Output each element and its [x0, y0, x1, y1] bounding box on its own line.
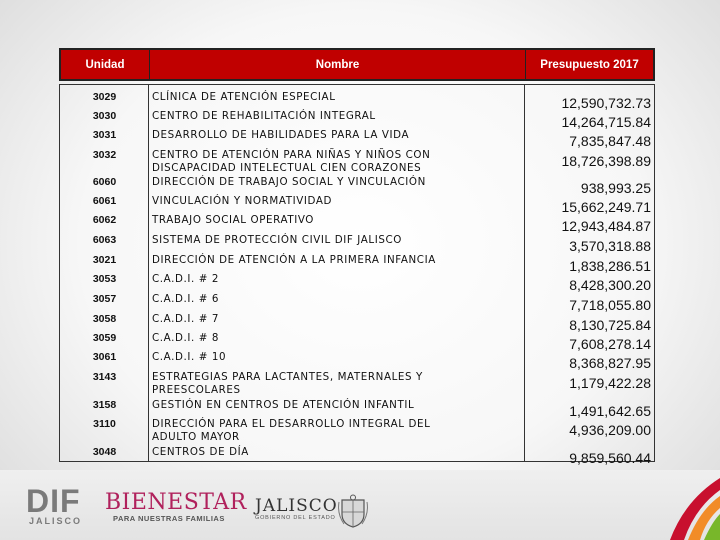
unit-name — [152, 313, 522, 326]
unit-name — [152, 446, 522, 459]
budget-amount: 7,608,278.14 — [569, 336, 651, 352]
column-divider — [524, 85, 525, 461]
unit-name-line: DISCAPACIDAD INTELECTUAL CIEN CORAZONES — [152, 162, 422, 174]
budget-amount: 15,662,249.71 — [561, 199, 651, 215]
budget-amount: 9,859,560.44 — [569, 450, 651, 466]
unit-name — [152, 418, 522, 444]
dif-jalisco-logo — [26, 483, 83, 526]
unit-name — [152, 176, 522, 189]
unit-code: 6060 — [92, 176, 117, 188]
unit-code: 3158 — [92, 399, 117, 411]
unit-name — [152, 91, 522, 104]
unit-name — [152, 234, 522, 247]
jalisco-logo-subtext: GOBIERNO DEL ESTADO — [255, 515, 336, 521]
table-body — [59, 84, 655, 466]
unit-name-line: ADULTO MAYOR — [152, 431, 240, 443]
budget-table — [59, 48, 655, 466]
unit-name — [152, 214, 522, 227]
budget-amount: 938,993.25 — [580, 180, 651, 196]
bienestar-logo — [105, 492, 247, 523]
unit-name-line: TRABAJO SOCIAL OPERATIVO — [152, 214, 315, 226]
unit-name-line: C.A.D.I. # 2 — [152, 273, 220, 285]
unit-code: 3061 — [92, 351, 117, 363]
unit-name-line: DIRECCIÓN PARA EL DESARROLLO INTEGRAL DEL — [152, 418, 431, 430]
unit-name-line: ESTRATEGIAS PARA LACTANTES, MATERNALES Y — [152, 371, 423, 383]
unit-name-line: CENTRO DE REHABILITACIÓN INTEGRAL — [152, 110, 376, 122]
unit-code: 3059 — [92, 332, 117, 344]
unit-name — [152, 293, 522, 306]
unit-name-line: DIRECCIÓN DE TRABAJO SOCIAL Y VINCULACIÓN — [152, 176, 426, 188]
budget-amount: 18,726,398.89 — [561, 153, 651, 169]
unit-name-line: CLÍNICA DE ATENCIÓN ESPECIAL — [152, 91, 336, 103]
budget-amount: 1,179,422.28 — [569, 375, 651, 391]
unit-code: 3031 — [92, 129, 117, 141]
unit-code: 3030 — [92, 110, 117, 122]
unit-name-line: CENTROS DE DÍA — [152, 446, 249, 458]
budget-amount: 8,368,827.95 — [569, 355, 651, 371]
budget-amount: 4,936,209.00 — [569, 422, 651, 438]
budget-amount: 8,428,300.20 — [569, 277, 651, 293]
unit-name-line: VINCULACIÓN Y NORMATIVIDAD — [152, 195, 333, 207]
bienestar-logo-text: BIENESTAR — [105, 490, 247, 515]
jalisco-logo-text: JALISCO — [255, 496, 338, 516]
unit-name — [152, 371, 522, 397]
budget-amount: 14,264,715.84 — [561, 114, 651, 130]
unit-name-line: DIRECCIÓN DE ATENCIÓN A LA PRIMERA INFANCIA — [152, 254, 436, 266]
unit-code: 3110 — [93, 418, 116, 430]
unit-code: 3143 — [92, 371, 117, 383]
budget-amount: 3,570,318.88 — [569, 238, 651, 254]
unit-name-line: C.A.D.I. # 7 — [152, 313, 220, 325]
bienestar-logo-subtext: PARA NUESTRAS FAMILIAS — [113, 514, 225, 523]
dif-logo-text: DIF — [26, 483, 81, 519]
unit-code: 6062 — [92, 214, 117, 226]
budget-amount: 12,590,732.73 — [561, 95, 651, 111]
decorative-swoosh-icon — [600, 470, 720, 540]
budget-amount: 12,943,484.87 — [561, 218, 651, 234]
header-unidad: Unidad — [61, 50, 150, 79]
unit-name-line: C.A.D.I. # 8 — [152, 332, 220, 344]
unit-code: 6061 — [92, 195, 117, 207]
unit-code: 3057 — [92, 293, 117, 305]
unit-name-line: C.A.D.I. # 6 — [152, 293, 220, 305]
unit-name-line: SISTEMA DE PROTECCIÓN CIVIL DIF JALISCO — [152, 234, 402, 246]
table-header — [59, 48, 655, 81]
unit-name — [152, 110, 522, 123]
header-presupuesto: Presupuesto 2017 — [540, 58, 639, 71]
budget-amount: 7,835,847.48 — [569, 133, 651, 149]
unit-name — [152, 351, 522, 364]
unit-name-line: C.A.D.I. # 10 — [152, 351, 227, 363]
unit-name-line: DESARROLLO DE HABILIDADES PARA LA VIDA — [152, 129, 410, 141]
unit-code: 6063 — [92, 234, 117, 246]
unit-name-line: PREESCOLARES — [152, 384, 241, 396]
unit-code: 3053 — [92, 273, 117, 285]
unit-name — [152, 129, 522, 142]
unit-code: 3029 — [92, 91, 117, 103]
unit-name — [152, 273, 522, 286]
unit-name — [152, 195, 522, 208]
jalisco-government-logo — [255, 497, 338, 521]
unit-name — [152, 399, 522, 412]
unit-code: 3058 — [92, 313, 117, 325]
dif-logo-subtext: JALISCO — [29, 516, 83, 526]
unit-name — [152, 254, 522, 267]
coat-of-arms-icon — [338, 494, 368, 528]
unit-name-line: CENTRO DE ATENCIÓN PARA NIÑAS Y NIÑOS CON — [152, 149, 431, 161]
budget-amount: 7,718,055.80 — [569, 297, 651, 313]
unit-name — [152, 149, 522, 175]
unit-code: 3032 — [92, 149, 117, 161]
header-nombre: Nombre — [150, 50, 526, 79]
unit-name — [152, 332, 522, 345]
budget-amount: 1,838,286.51 — [569, 258, 651, 274]
unit-code: 3048 — [92, 446, 117, 458]
unit-name-line: GESTIÓN EN CENTROS DE ATENCIÓN INFANTIL — [152, 399, 415, 411]
budget-amount: 1,491,642.65 — [569, 403, 651, 419]
unit-code: 3021 — [92, 254, 117, 266]
budget-amount: 8,130,725.84 — [569, 317, 651, 333]
